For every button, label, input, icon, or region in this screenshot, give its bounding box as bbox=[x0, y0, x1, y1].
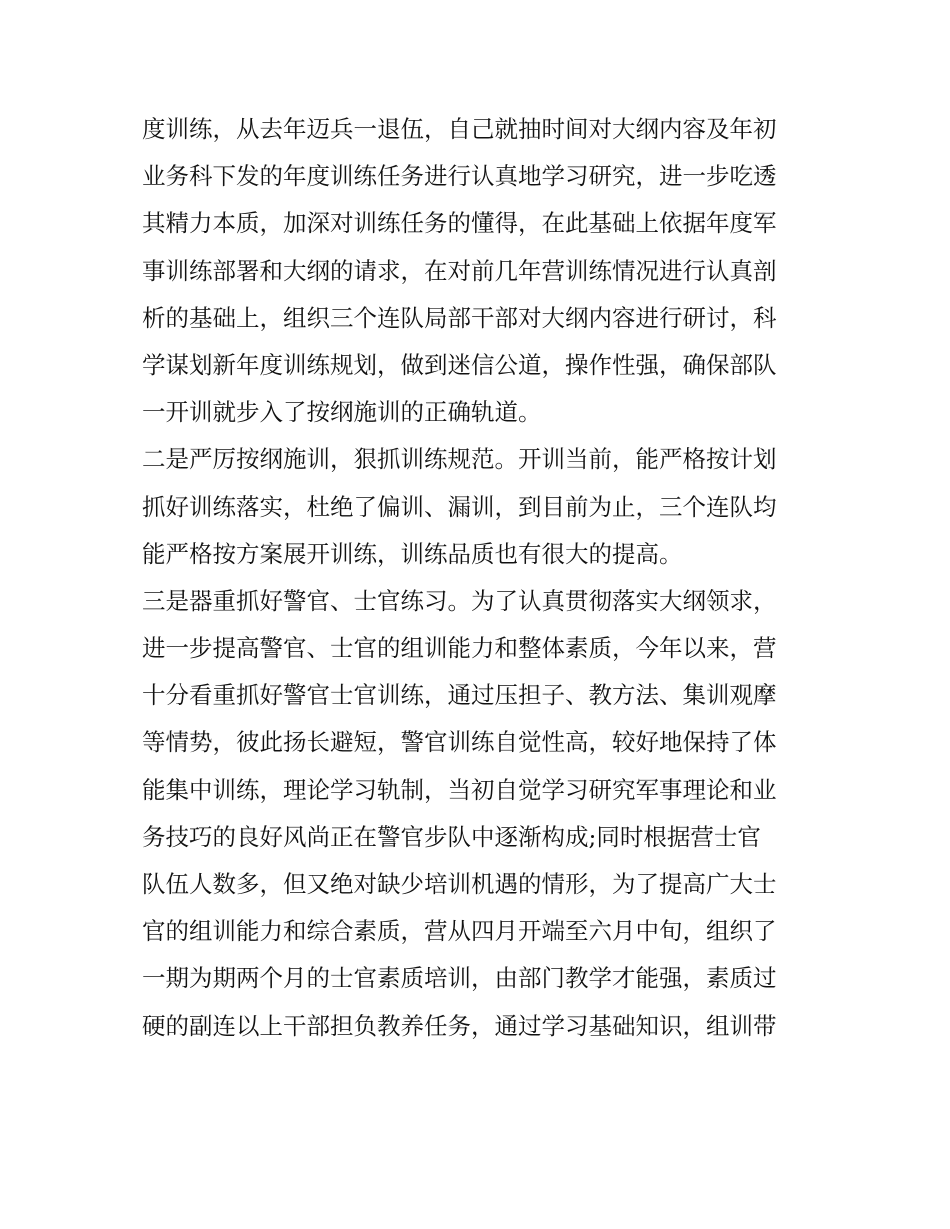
text-line: 业务科下发的年度训练任务进行认真地学习研究，进一步吃透 bbox=[142, 162, 777, 191]
text-line: 硬的副连以上干部担负教养任务，通过学习基础知识，组训带 bbox=[142, 1011, 777, 1040]
text-line: 抓好训练落实，杜绝了偏训、漏训，到目前为止，三个连队均 bbox=[142, 492, 777, 521]
text-line: 进一步提高警官、士官的组训能力和整体素质，今年以来，营 bbox=[142, 634, 777, 663]
text-line: 其精力本质，加深对训练任务的懂得，在此基础上依据年度军 bbox=[142, 209, 777, 238]
text-line: 学谋划新年度训练规划，做到迷信公道，操作性强，确保部队 bbox=[142, 350, 777, 379]
text-line: 十分看重抓好警官士官训练，通过压担子、教方法、集训观摩 bbox=[142, 681, 777, 710]
text-line: 官的组训能力和综合素质，营从四月开端至六月中旬，组织了 bbox=[142, 917, 777, 946]
text-line: 二是严厉按纲施训，狠抓训练规范。开训当前，能严格按计划 bbox=[142, 445, 777, 474]
text-line: 队伍人数多，但又绝对缺少培训机遇的情形，为了提高广大士 bbox=[142, 870, 777, 898]
text-line: 等情势，彼此扬长避短，警官训练自觉性高，较好地保持了体 bbox=[142, 728, 777, 757]
text-line: 能集中训练，理论学习轨制，当初自觉学习研究军事理论和业 bbox=[142, 775, 777, 804]
text-line: 三是器重抓好警官、士官练习。为了认真贯彻落实大纲领求， bbox=[142, 586, 777, 615]
text-line: 析的基础上，组织三个连队局部干部对大纲内容进行研讨，科 bbox=[142, 303, 777, 332]
text-line: 一期为期两个月的士官素质培训，由部门教学才能强，素质过 bbox=[142, 964, 777, 993]
text-line: 度训练，从去年迈兵一退伍，自己就抽时间对大纲内容及年初 bbox=[142, 115, 777, 143]
body-text bbox=[142, 106, 822, 1050]
text-line: 能严格按方案展开训练，训练品质也有很大的提高。 bbox=[142, 539, 683, 568]
text-line: 事训练部署和大纲的请求，在对前几年营训练情况进行认真剖 bbox=[142, 256, 777, 285]
text-line: 一开训就步入了按纲施训的正确轨道。 bbox=[142, 398, 542, 427]
text-line: 务技巧的良好风尚正在警官步队中逐渐构成;同时根据营士官 bbox=[142, 822, 761, 851]
